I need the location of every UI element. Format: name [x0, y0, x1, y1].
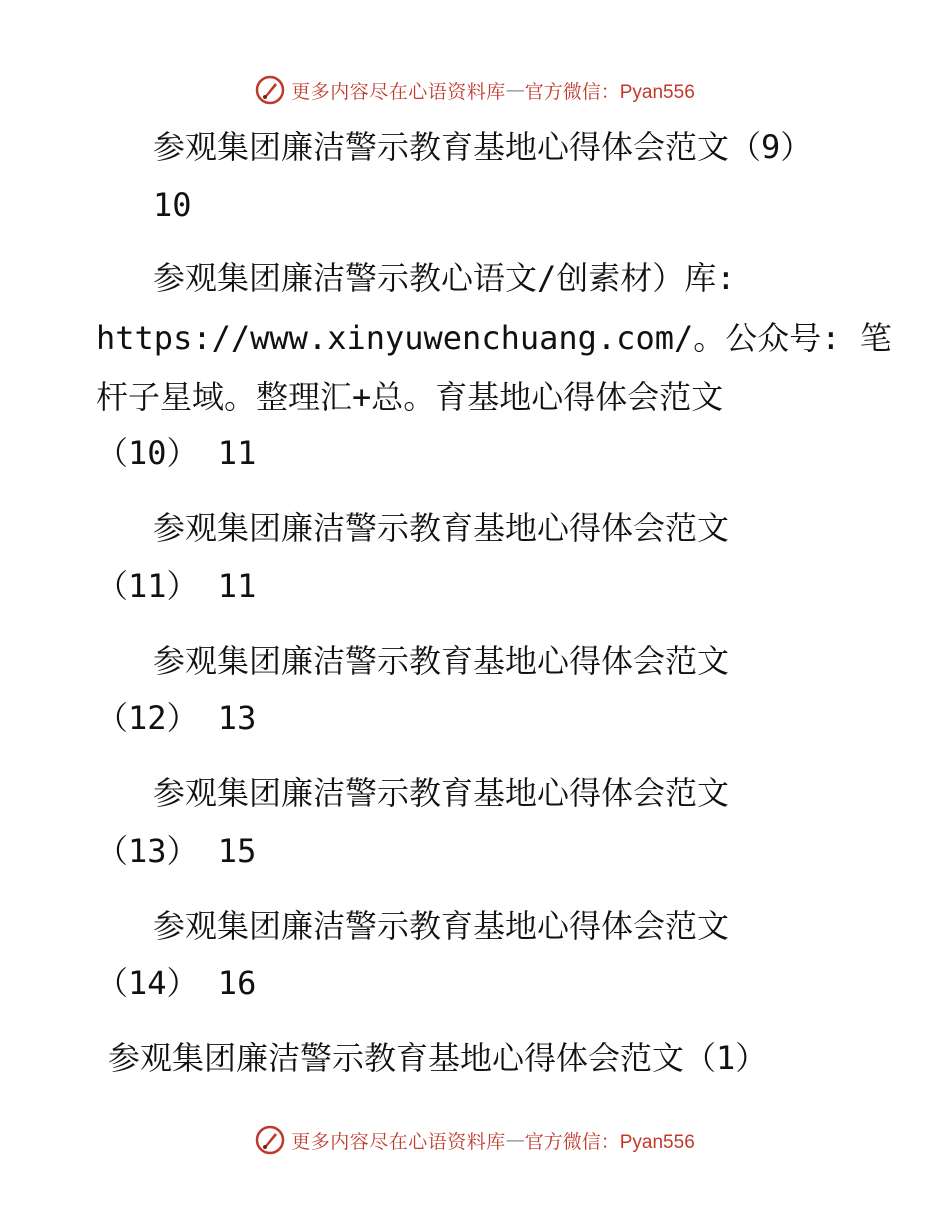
banner-text: 更多内容尽在心语资料库 — [291, 80, 506, 103]
toc-line: 杆子星域。整理汇+总。育基地心得体会范文 — [96, 378, 724, 416]
toc-line: 参观集团廉洁警示教育基地心得体会范文 — [153, 907, 730, 945]
header-banner — [0, 70, 950, 110]
toc-line: 参观集团廉洁警示教育基地心得体会范文 — [153, 642, 730, 680]
banner-wechat: 官方微信：Pyan556 — [524, 1131, 695, 1153]
toc-line: （13） 15 — [96, 832, 257, 870]
quill-logo-icon — [255, 75, 285, 105]
toc-line: 参观集团廉洁警示教育基地心得体会范文（9） — [153, 128, 813, 166]
toc-line: （10） 11 — [96, 434, 257, 472]
toc-line: https://www.xinyuwenchuang.com/。公众号: 笔 — [96, 319, 892, 357]
toc-line: 参观集团廉洁警示教心语文/创素材）库: — [153, 259, 736, 297]
toc-line: 10 — [153, 186, 192, 224]
banner-separator: — — [505, 79, 525, 101]
footer-banner — [0, 1120, 950, 1160]
toc-line: 参观集团廉洁警示教育基地心得体会范文 — [153, 774, 730, 812]
banner-separator: — — [505, 1129, 525, 1151]
banner-text: 更多内容尽在心语资料库 — [291, 1130, 506, 1153]
banner-wechat: 官方微信：Pyan556 — [524, 81, 695, 103]
section-heading: 参观集团廉洁警示教育基地心得体会范文（1） — [108, 1039, 768, 1077]
toc-line: （12） 13 — [96, 699, 257, 737]
toc-line: 参观集团廉洁警示教育基地心得体会范文 — [153, 509, 730, 547]
quill-logo-icon — [255, 1125, 285, 1155]
toc-line: （14） 16 — [96, 964, 257, 1002]
toc-line: （11） 11 — [96, 567, 257, 605]
